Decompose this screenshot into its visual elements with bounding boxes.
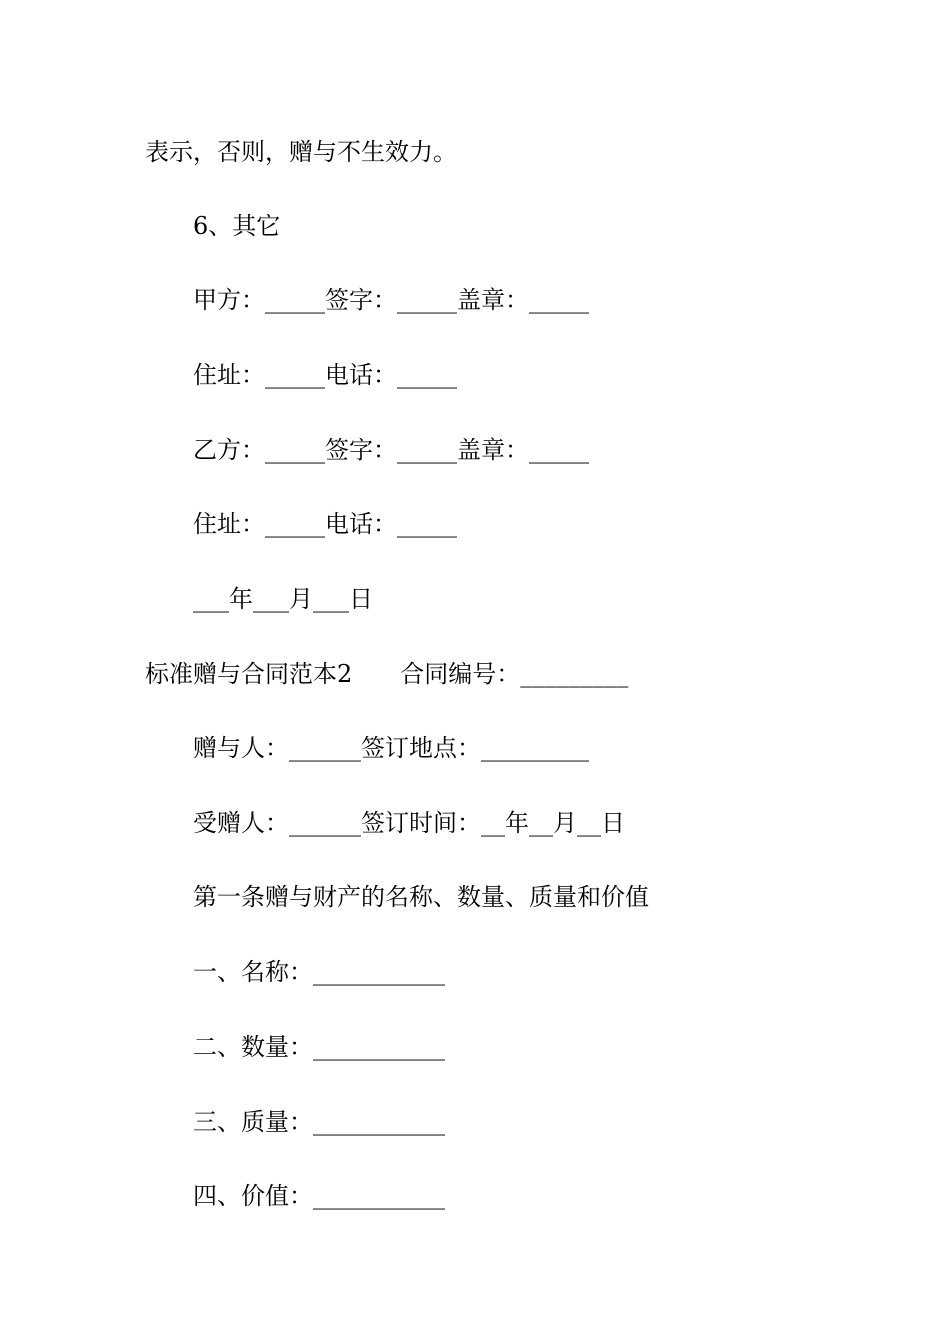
date-line: ___年___月___日 — [193, 585, 373, 613]
party-a-signature-line: 甲方：_____签字：_____盖章：_____ — [193, 286, 589, 314]
party-b-signature-line: 乙方：_____签字：_____盖章：_____ — [193, 436, 589, 464]
item-quality-line: 三、质量：___________ — [193, 1108, 445, 1136]
article-one-heading: 第一条赠与财产的名称、数量、质量和价值 — [193, 883, 649, 911]
donee-line: 受赠人：______签订时间：__年__月__日 — [193, 809, 625, 837]
party-a-address-line: 住址：_____电话：_____ — [193, 361, 457, 389]
item-value-line: 四、价值：___________ — [193, 1182, 445, 1210]
donor-line: 赠与人：______签订地点：_________ — [193, 734, 589, 762]
item-name-line: 一、名称：___________ — [193, 958, 445, 986]
section-heading-other: 6、其它 — [193, 212, 281, 240]
item-quantity-line: 二、数量：___________ — [193, 1033, 445, 1061]
contract-title-line: 标准赠与合同范本2 合同编号：_________ — [145, 660, 629, 688]
party-b-address-line: 住址：_____电话：_____ — [193, 510, 457, 538]
paragraph-continuation: 表示，否则，赠与不生效力。 — [145, 138, 457, 166]
